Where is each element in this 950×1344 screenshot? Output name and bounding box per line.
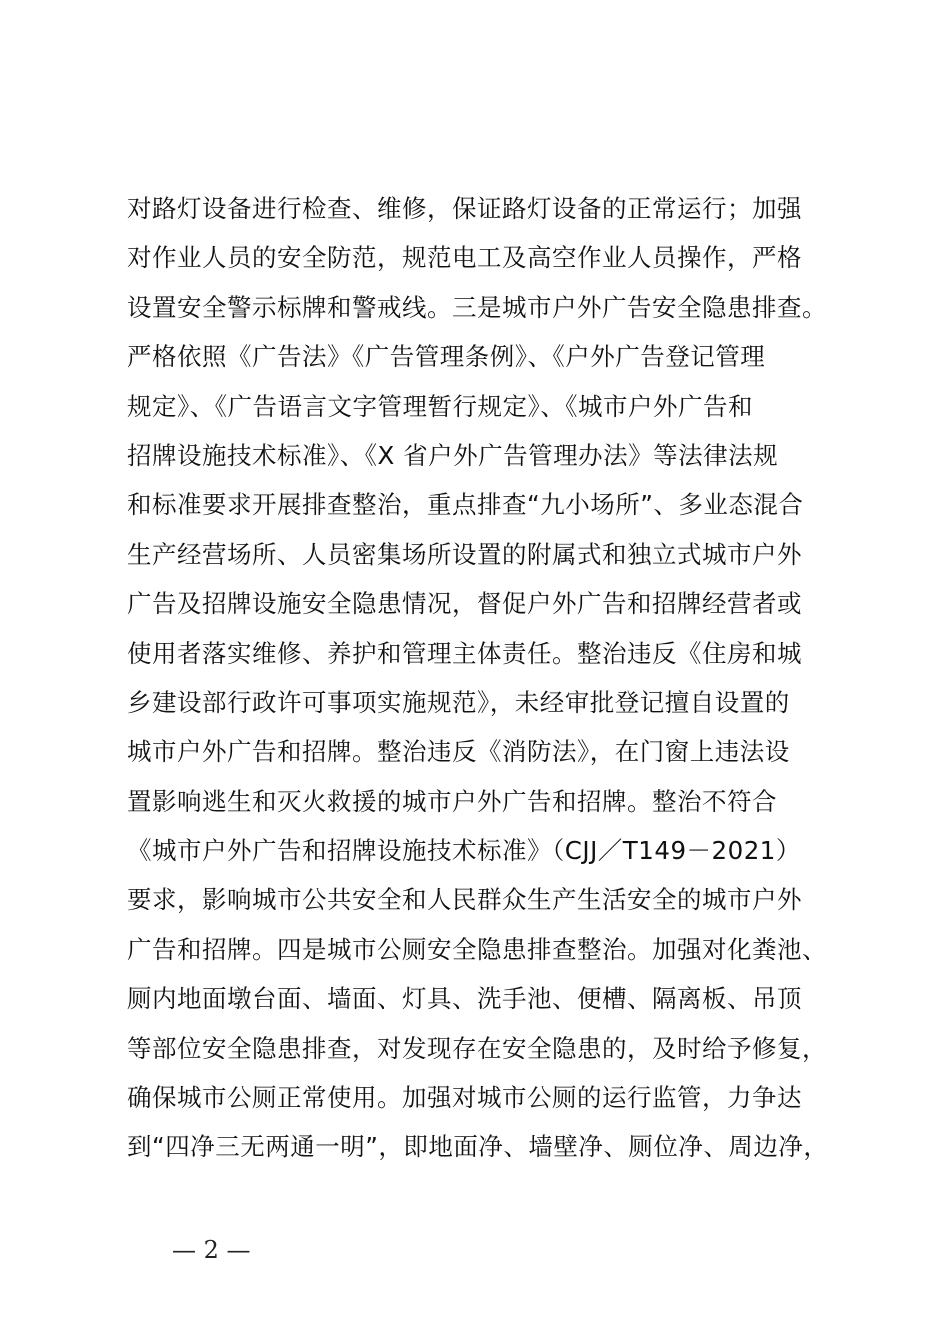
text-line: 对作业人员的安全防范，规范电工及高空作业人员操作，严格 [127, 243, 802, 273]
text-line: 《城市户外广告和招牌设施技术标准》（CJJ／T149－2021） [127, 836, 801, 866]
text-line: 设置安全警示标牌和警戒线。三是城市户外广告安全隐患排查。 [127, 292, 827, 322]
text-line: 使用者落实维修、养护和管理主体责任。整治违反《住房和城 [127, 638, 802, 668]
text-line: 乡建设部行政许可事项实施规范》，未经审批登记擅自设置的 [127, 687, 790, 717]
text-line: 规定》、《广告语言文字管理暂行规定》、《城市户外广告和 [127, 391, 753, 421]
text-line: 到“四净三无两通一明”，即地面净、墙壁净、厕位净、周边净， [127, 1132, 829, 1162]
text-line: 置影响逃生和灭火救援的城市户外广告和招牌。整治不符合 [127, 786, 777, 816]
text-line: 城市户外广告和招牌。整治违反《消防法》，在门窗上违法设 [127, 737, 790, 767]
text-line: 广告和招牌。四是城市公厕安全隐患排查整治。加强对化粪池、 [127, 934, 827, 964]
text-line: 严格依照《广告法》《广告管理条例》、《户外广告登记管理 [127, 342, 766, 372]
page-number: — 2 — [172, 1236, 251, 1264]
text-line: 广告及招牌设施安全隐患情况，督促户外广告和招牌经营者或 [127, 589, 802, 619]
body-paragraph [127, 184, 857, 1172]
text-line: 要求，影响城市公共安全和人民群众生产生活安全的城市户外 [127, 885, 802, 915]
text-line: 和标准要求开展排查整治，重点排查“九小场所”、多业态混合 [127, 490, 804, 520]
text-line: 生产经营场所、人员密集场所设置的附属式和独立式城市户外 [127, 539, 802, 569]
text-line: 厕内地面墩台面、墙面、灯具、洗手池、便槽、隔离板、吊顶 [127, 984, 802, 1014]
text-line: 对路灯设备进行检查、维修，保证路灯设备的正常运行；加强 [127, 194, 802, 223]
text-line: 招牌设施技术标准》、《X 省户外广告管理办法》等法律法规 [127, 440, 779, 470]
text-line: 确保城市公厕正常使用。加强对城市公厕的运行监管，力争达 [127, 1083, 802, 1113]
text-line: 等部位安全隐患排查，对发现存在安全隐患的，及时给予修复， [127, 1033, 827, 1063]
